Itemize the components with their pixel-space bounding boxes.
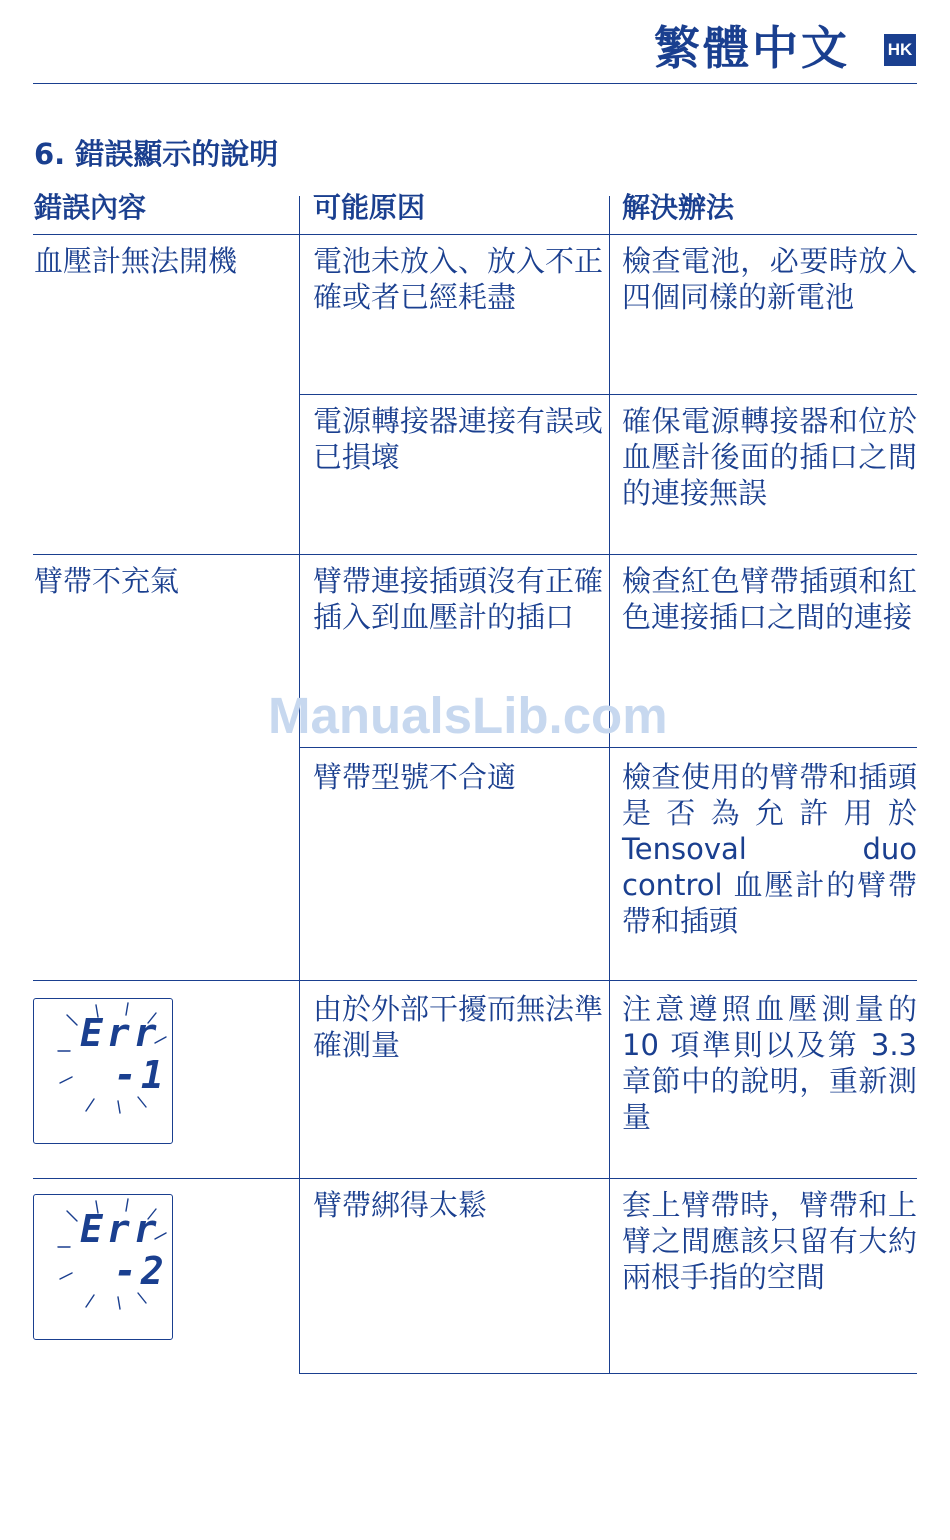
table-rule xyxy=(33,980,917,981)
watermark: ManualsLib.com xyxy=(268,687,668,744)
cause-cell: 由於外部干擾而無法準確測量 xyxy=(313,992,604,1062)
lcd-error-display xyxy=(33,998,173,1144)
column-header-error: 錯誤內容 xyxy=(34,191,147,224)
solution-cell: 檢查電池，必要時放入四個同樣的新電池 xyxy=(622,244,917,314)
lcd-line-2: -1 xyxy=(114,1053,168,1097)
error-cell: 臂帶不充氣 xyxy=(34,564,180,598)
lcd-line-1: Err xyxy=(80,1207,161,1251)
solution-cell: 套上臂帶時，臂帶和上臂之間應該只留有大約兩根手指的空間 xyxy=(622,1188,917,1294)
column-divider xyxy=(299,196,300,1374)
lcd-line-2: -2 xyxy=(114,1249,168,1293)
table-rule xyxy=(299,747,917,748)
lcd-line-1: Err xyxy=(80,1011,161,1055)
cause-cell: 臂帶型號不合適 xyxy=(313,760,517,794)
solution-cell: 檢查紅色臂帶插頭和紅色連接插口之間的連接 xyxy=(622,564,917,634)
table-rule xyxy=(33,234,917,235)
column-divider xyxy=(609,196,610,1374)
column-header-solution: 解決辦法 xyxy=(622,191,735,224)
column-header-cause: 可能原因 xyxy=(313,191,426,224)
header-rule xyxy=(33,83,917,84)
table-rule xyxy=(299,1373,917,1374)
solution-cell: 確保電源轉接器和位於血壓計後面的插口之間的連接無誤 xyxy=(622,404,917,510)
cause-cell: 臂帶綁得太鬆 xyxy=(313,1188,488,1222)
solution-cell: 注意遵照血壓測量的 10 項準則以及第 3.3 章節中的說明，重新測量 xyxy=(622,992,917,1134)
cause-cell: 電池未放入、放入不正確或者已經耗盡 xyxy=(313,244,604,314)
table-rule xyxy=(33,1178,917,1179)
section-title: 6. 錯誤顯示的說明 xyxy=(34,137,279,171)
cause-cell: 電源轉接器連接有誤或已損壞 xyxy=(313,404,604,474)
table-rule xyxy=(33,554,917,555)
table-rule xyxy=(299,394,917,395)
error-cell: 血壓計無法開機 xyxy=(34,244,238,278)
solution-cell: 檢查使用的臂帶和插頭是否為允許用於 Tensoval duo control 血壓計的臂帶帶和插頭 xyxy=(622,760,917,938)
header-title: 繁體中文 xyxy=(654,21,850,75)
cause-cell: 臂帶連接插頭沒有正確插入到血壓計的插口 xyxy=(313,564,604,634)
language-badge: HK xyxy=(884,34,916,66)
lcd-error-display xyxy=(33,1194,173,1340)
